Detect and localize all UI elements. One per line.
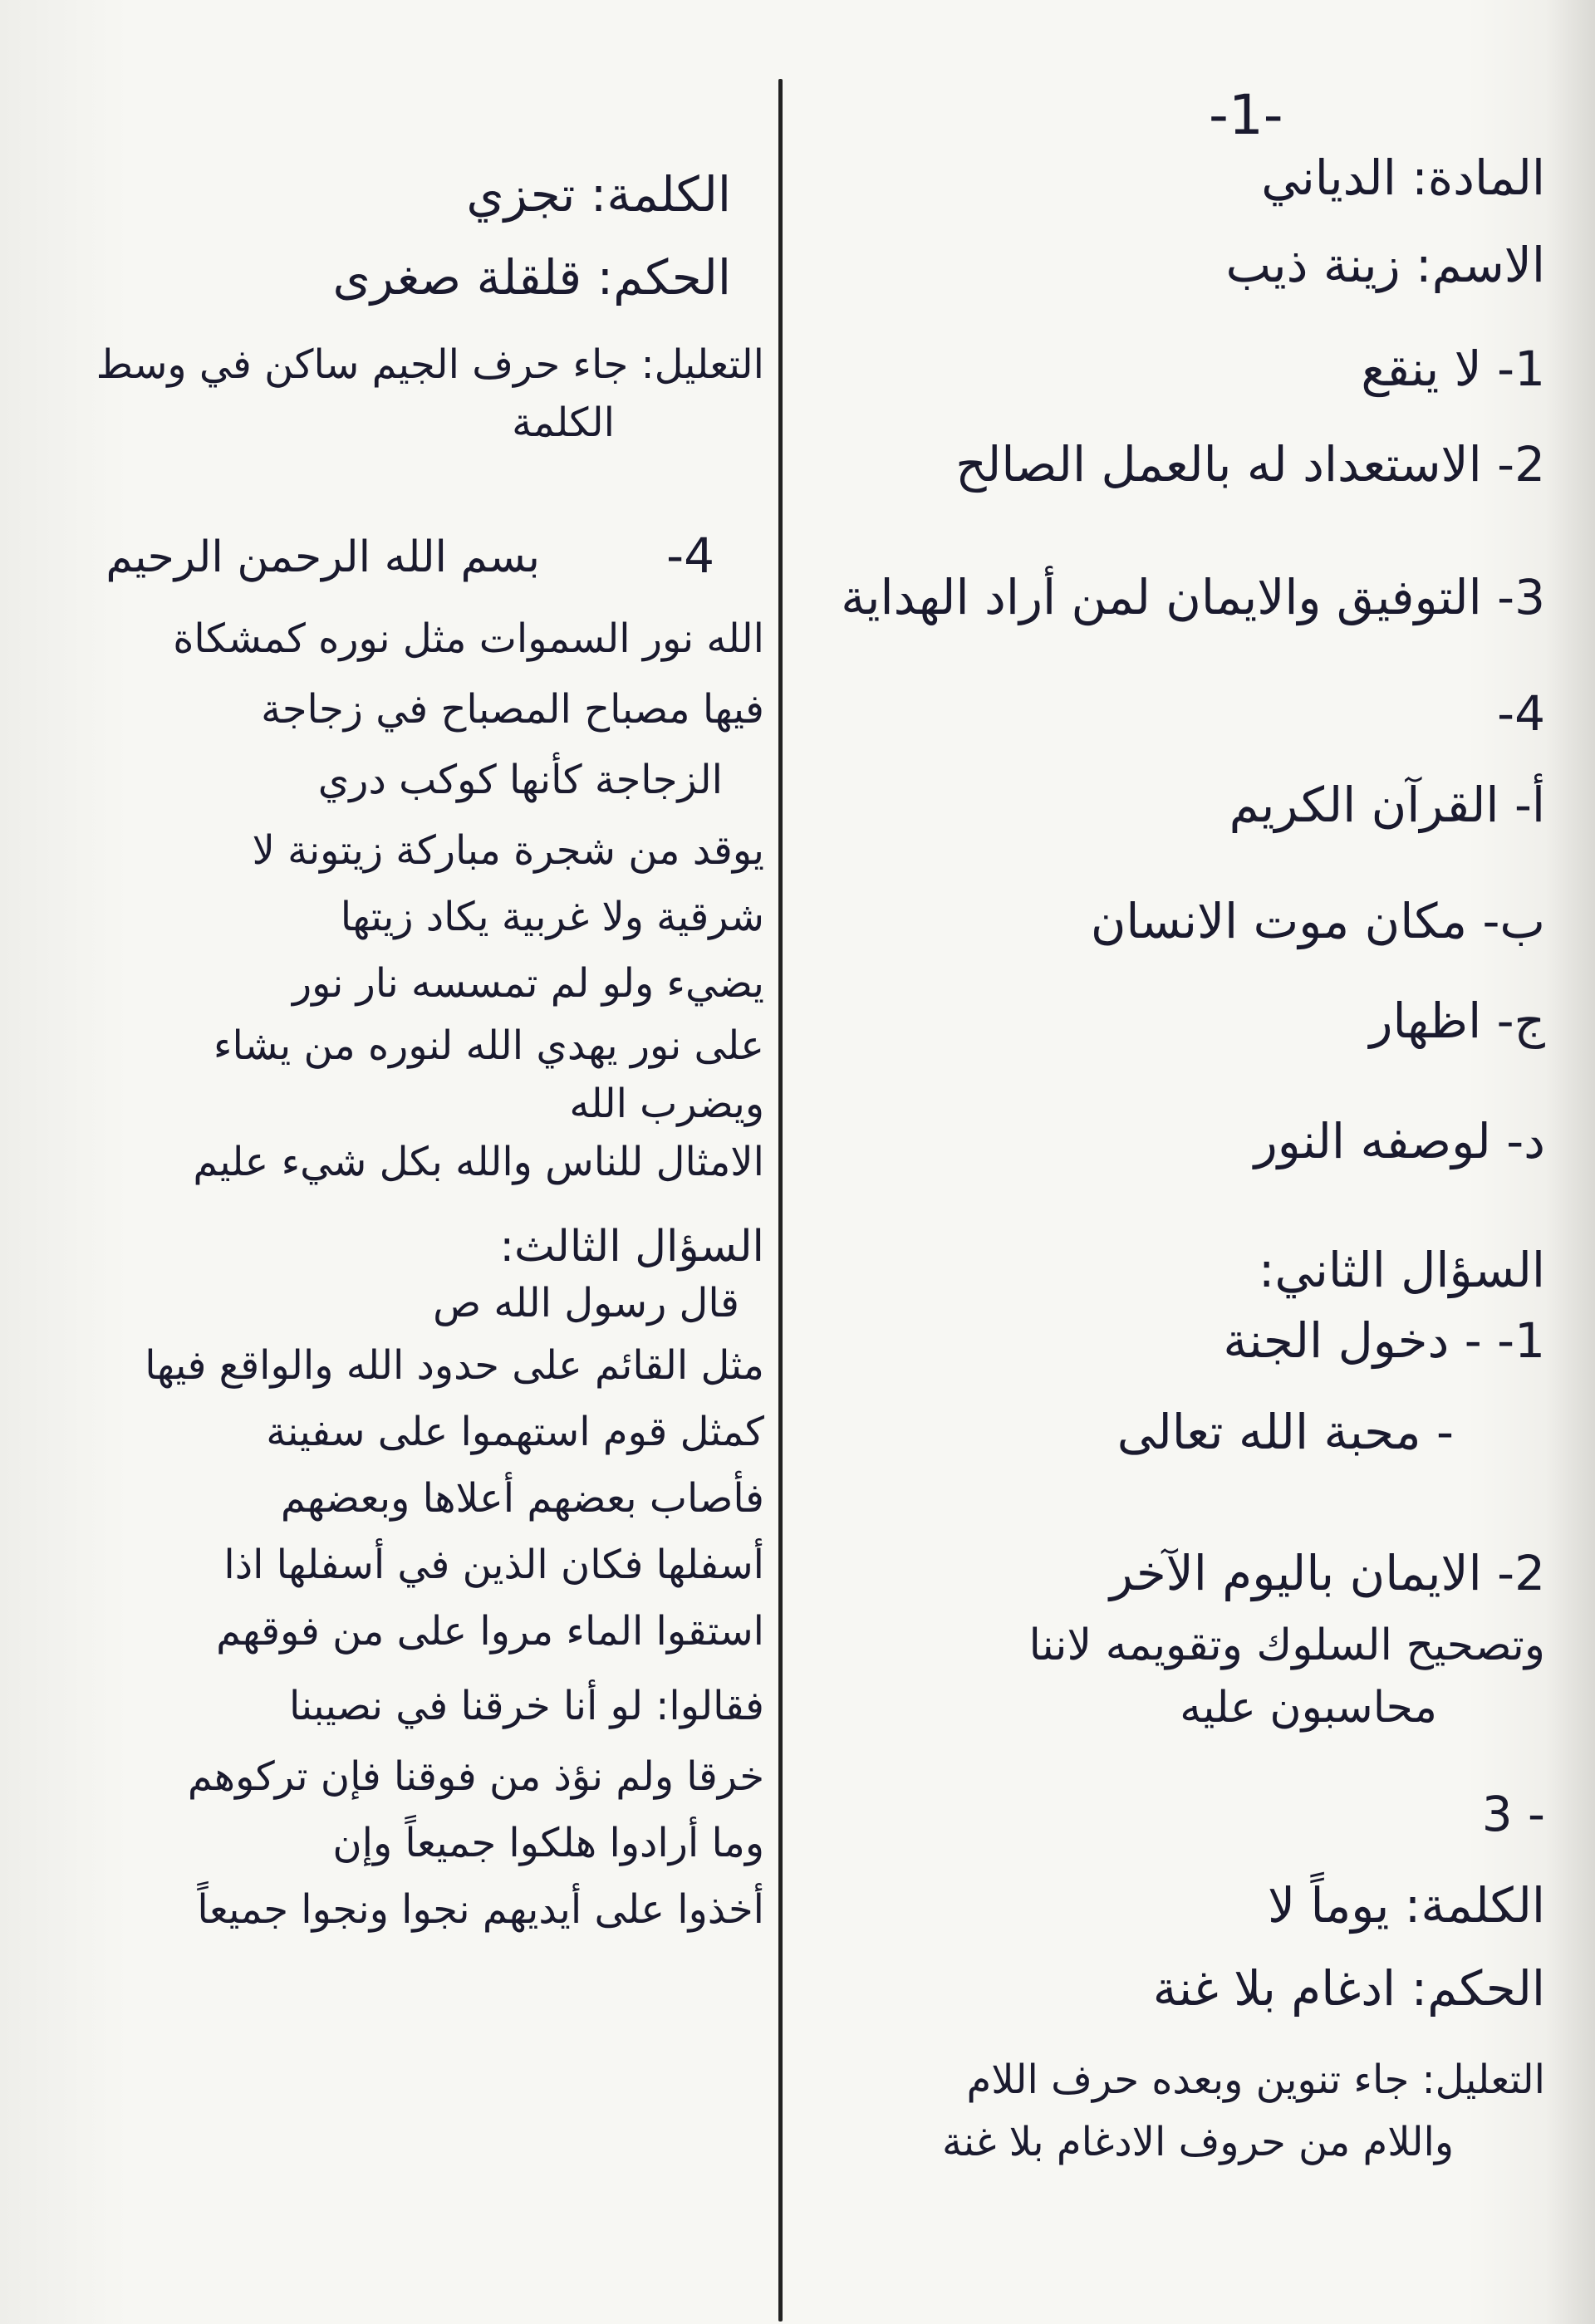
verse-line: الامثال للناس والله بكل شيء عليم xyxy=(193,1139,764,1185)
student-name: الاسم: زينة ذيب xyxy=(1225,237,1545,293)
hadith-line: وما أرادوا هلكوا جميعاً وإن xyxy=(332,1820,764,1866)
verse-line: الزجاجة كأنها كوكب دري xyxy=(317,757,723,803)
verse-line: يضيء ولو لم تمسسه نار نور xyxy=(292,960,764,1007)
left-tajweed-word: الكلمة: تجزي xyxy=(466,166,731,223)
answer-4-a: أ- القرآن الكريم xyxy=(1229,777,1545,833)
answer-4-c: ج- اظهار xyxy=(1369,993,1545,1049)
left-tajweed-reason-2: الكلمة xyxy=(512,400,615,446)
hadith-line: خرقا ولم نؤذ من فوقنا فإن تركوهم xyxy=(187,1753,764,1800)
hadith-line: قال رسول الله ص xyxy=(433,1280,739,1326)
answer-1-1: 1- لا ينقع xyxy=(1361,341,1545,397)
hadith-line: كمثل قوم استهموا على سفينة xyxy=(266,1409,764,1455)
answer-2-1b: - محبة الله تعالى xyxy=(1116,1404,1454,1460)
hadith-line: فأصاب بعضهم أعلاها وبعضهم xyxy=(280,1475,764,1522)
answer-4-b: ب- مكان موت الانسان xyxy=(1090,893,1545,949)
hadith-line: أخذوا على أيديهم نجوا ونجوا جميعاً xyxy=(197,1886,764,1933)
basmala: بسم الله الرحمن الرحيم xyxy=(106,532,540,582)
subject-line: المادة: الدياني xyxy=(1261,150,1545,206)
verse-line: شرقية ولا غربية يكاد زيتها xyxy=(340,894,764,940)
page-number: -1- xyxy=(1209,83,1283,147)
verse-line: على نور يهدي الله لنوره من يشاء xyxy=(213,1022,764,1069)
answer-2-2b: وتصحيح السلوك وتقويمه لاننا xyxy=(1028,1620,1545,1670)
tajweed-word: الكلمة: يوماً لا xyxy=(1268,1877,1545,1934)
verse-line: فيها مصباح المصباح في زجاجة xyxy=(261,686,764,733)
tajweed-reason-1: التعليل: جاء تنوين وبعده حرف اللام xyxy=(966,2057,1545,2103)
tajweed-rule: الحكم: ادغام بلا غنة xyxy=(1152,1960,1545,2017)
hadith-line: فقالوا: لو أنا خرقنا في نصيبنا xyxy=(288,1683,764,1729)
answer-2-2a: 2- الايمان باليوم الآخر xyxy=(1109,1545,1545,1601)
answer-1-2: 2- الاستعداد له بالعمل الصالح xyxy=(955,436,1545,493)
verse-line: ويضرب الله xyxy=(569,1081,764,1127)
answer-2-3: - 3 xyxy=(1481,1786,1545,1842)
hadith-line: استقوا الماء مروا على من فوقهم xyxy=(216,1608,764,1655)
verse-line: الله نور السموات مثل نوره كمشكاة xyxy=(173,615,764,662)
column-divider xyxy=(778,79,783,2322)
page-edge-shadow xyxy=(1545,0,1595,2324)
left-tajweed-reason-1: التعليل: جاء حرف الجيم ساكن في وسط xyxy=(96,341,764,388)
question-4-label: 4- xyxy=(1497,685,1545,742)
answer-1-3: 3- التوفيق والايمان لمن أراد الهداية xyxy=(841,569,1545,625)
verse-line: يوقد من شجرة مباركة زيتونة لا xyxy=(252,827,764,874)
hadith-line: مثل القائم على حدود الله والواقع فيها xyxy=(145,1342,764,1389)
question-2-title: السؤال الثاني: xyxy=(1258,1242,1545,1298)
hadith-line: أسفلها فكان الذين في أسفلها اذا xyxy=(223,1542,764,1588)
answer-2-2c: محاسبون عليه xyxy=(1180,1683,1437,1733)
question-3-title: السؤال الثالث: xyxy=(499,1222,764,1272)
answer-2-1a: 1- - دخول الجنة xyxy=(1223,1312,1545,1369)
left-tajweed-rule: الحكم: قلقلة صغرى xyxy=(332,249,731,306)
tajweed-reason-2: واللام من حروف الادغام بلا غنة xyxy=(942,2119,1454,2165)
left-question-4-label: 4- xyxy=(666,527,714,584)
answer-4-d: د- لوصفه النور xyxy=(1254,1113,1545,1169)
